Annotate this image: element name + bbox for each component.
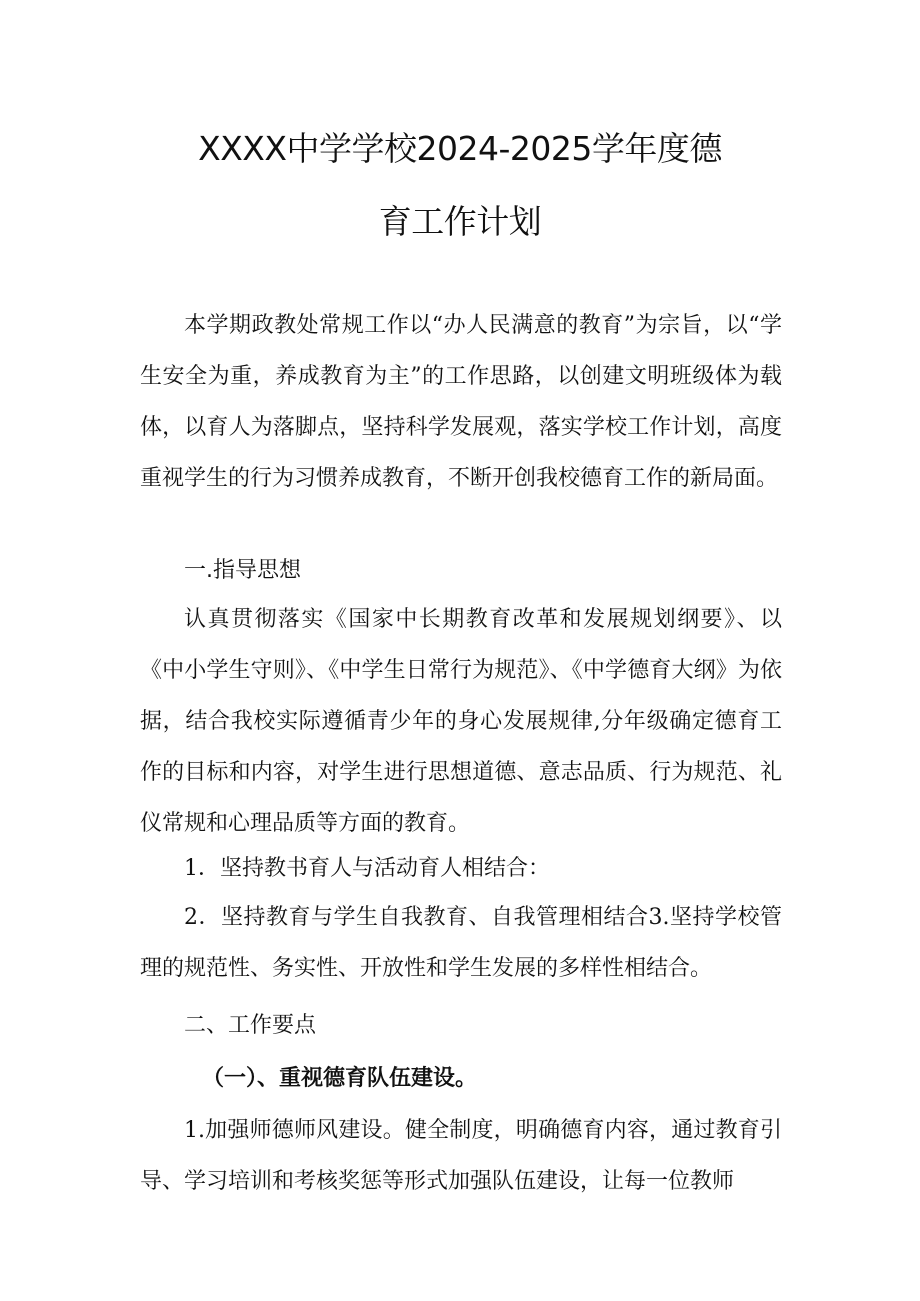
section-2-heading: 二、工作要点: [184, 1013, 317, 1038]
document-title-line-1: XXXX中学学校2024-2025学年度德: [198, 129, 722, 168]
section-1-heading: 一.指导思想: [184, 558, 301, 583]
section-2-subheading-1: （一）、重视德育队伍建设。: [202, 1065, 478, 1091]
section-1-item-2: 2．坚持教育与学生自我教育、自我管理相结合3.坚持学校管理的规范性、务实性、开放性和学生发展的多样性相结合。: [140, 905, 782, 981]
document-title-line-2: 育工作计划: [378, 202, 542, 241]
section-1-body: 认真贯彻落实《国家中长期教育改革和发展规划纲要》、以《中小学生守则》、《中学生日常行为规范》、《中学德育大纲》为依据，结合我校实际遵循青少年的身心发展规律,分年级确定德育工作的目标和内容，对学生进行思想道德、意志品质、行为规范、礼仪常规和心理品质等方面的教育。: [140, 607, 782, 836]
section-2-point-1: 1.加强师德师风建设。健全制度，明确德育内容，通过教育引导、学习培训和考核奖惩等形式加强队伍建设，让每一位教师: [140, 1118, 782, 1194]
section-1-item-1: 1．坚持教书育人与活动育人相结合：: [184, 856, 550, 881]
intro-paragraph: 本学期政教处常规工作以“办人民满意的教育”为宗旨，以“学生安全为重，养成教育为主”的工作思路，以创建文明班级体为载体，以育人为落脚点，坚持科学发展观，落实学校工作计划，高度重视学生的行为习惯养成教育，不断开创我校德育工作的新局面。: [140, 313, 782, 491]
